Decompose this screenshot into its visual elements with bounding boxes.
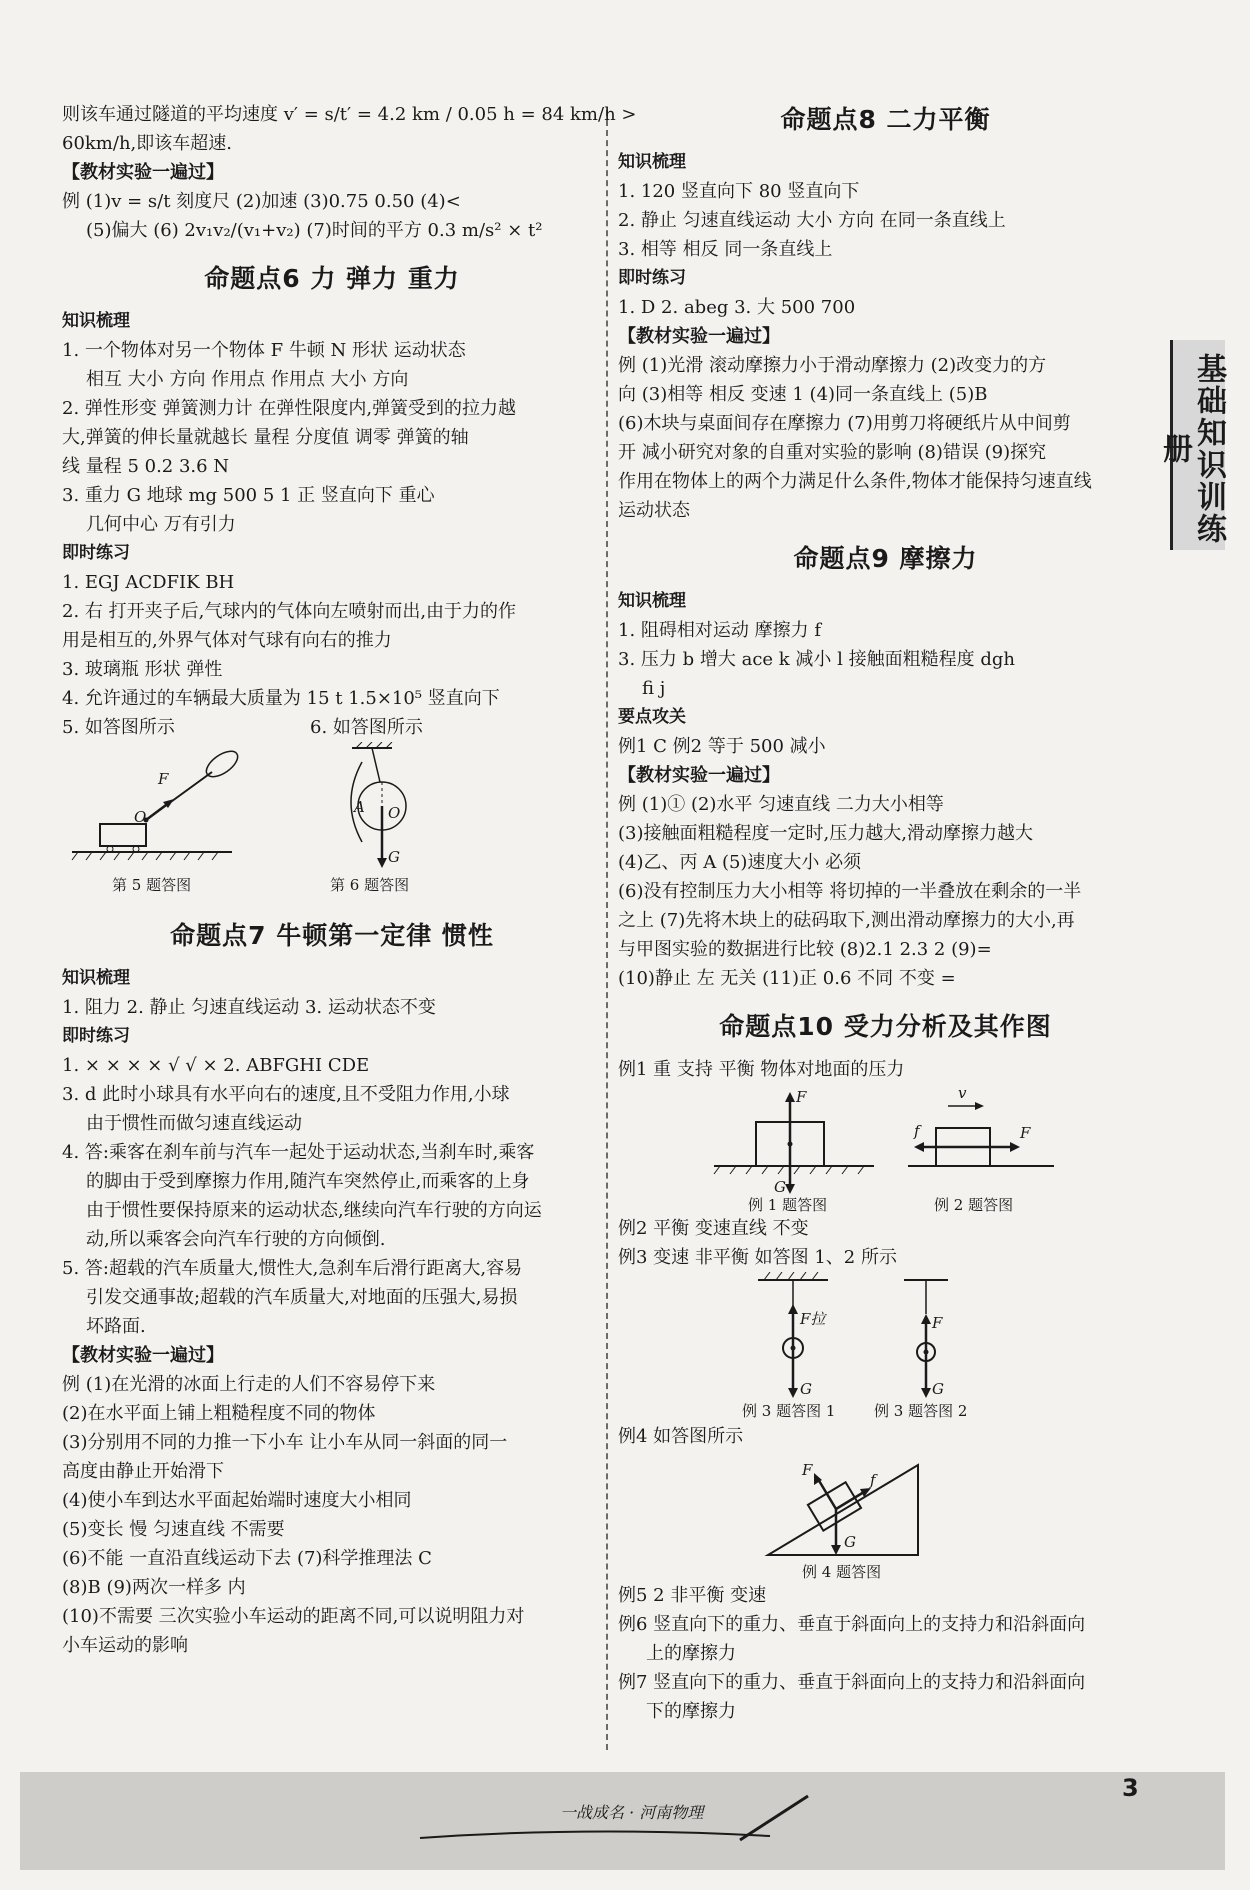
subheading: 即时练习 [618, 268, 686, 288]
text-line: 开 减小研究对象的自重对实验的影响 (8)错误 (9)探究 [618, 442, 1047, 463]
text-line: (6)没有控制压力大小相等 将切掉的一半叠放在剩余的一半 [618, 881, 1082, 902]
text-line: 几何中心 万有引力 [86, 514, 236, 535]
fig-label: v [958, 1084, 967, 1102]
subheading: 知识梳理 [618, 591, 686, 611]
text-line [62, 713, 602, 742]
fig-label: G [800, 1380, 812, 1398]
text-line: 向 (3)相等 相反 变速 1 (4)同一条直线上 (5)B [618, 384, 988, 405]
text-line: (4)使小车到达水平面起始端时速度大小相同 [62, 1490, 412, 1511]
text-line: (8)B (9)两次一样多 内 [62, 1577, 246, 1598]
figure-caption: 例 4 题答图 [802, 1563, 882, 1581]
text-line: 3. 相等 相反 同一条直线上 [618, 239, 833, 260]
text-line: 4. 答:乘客在刹车前与汽车一起处于运动状态,当刹车时,乘客 [62, 1142, 535, 1163]
text-line: 作用在物体上的两个力满足什么条件,物体才能保持匀速直线 [618, 471, 1092, 492]
text-line: 例5 2 非平衡 变速 [618, 1585, 767, 1606]
fig-label: O [134, 808, 147, 826]
text-line: 例7 竖直向下的重力、垂直于斜面向上的支持力和沿斜面向 [618, 1672, 1086, 1693]
arrowhead [975, 1102, 984, 1110]
force-diagram-ex3 [618, 1272, 1153, 1402]
text-line: 相互 大小 方向 作用点 作用点 大小 方向 [86, 369, 409, 390]
left-top [62, 100, 637, 245]
text-line: 例 (1)v = s/t 刻度尺 (2)加速 (3)0.75 0.50 (4)< [62, 191, 461, 212]
text-line: 1. 一个物体对另一个物体 F 牛顿 N 形状 运动状态 [62, 340, 466, 361]
text-line: 例1 C 例2 等于 500 减小 [618, 736, 826, 757]
figure-caption: 例 1 题答图 [748, 1196, 828, 1214]
text-line: 高度由静止开始滑下 [62, 1461, 224, 1482]
text-line: 的脚由于受到摩擦力作用,随汽车突然停止,而乘客的上身 [86, 1171, 530, 1192]
experiment-heading: 【教材实验一遍过】 [62, 1345, 224, 1366]
text-span: 5. 如答图所示 [62, 717, 175, 738]
column-divider [606, 110, 608, 1750]
fig-label: F [932, 1314, 943, 1332]
figure-caption: 第 6 题答图 [330, 876, 410, 894]
text-line: 由于惯性而做匀速直线运动 [86, 1113, 302, 1134]
arrowhead [788, 1304, 798, 1314]
fig-label: F [796, 1088, 807, 1106]
text-line: 例 (1)在光滑的冰面上行走的人们不容易停下来 [62, 1374, 436, 1395]
text-line: (10)不需要 三次实验小车运动的距离不同,可以说明阻力对 [62, 1606, 525, 1627]
side-tab: 基础知识训练册 [1170, 340, 1225, 550]
text-line: 1. 120 竖直向下 80 竖直向下 [618, 181, 860, 202]
text-line: 60km/h,即该车超速. [62, 133, 232, 154]
text-line: 例3 变速 非平衡 如答图 1、2 所示 [618, 1247, 897, 1268]
text-line: 3. 玻璃瓶 形状 弹性 [62, 659, 223, 680]
arrowhead [785, 1184, 795, 1194]
text-span: 6. 如答图所示 [310, 717, 423, 738]
cart-body [100, 824, 146, 846]
arrowhead [831, 1545, 841, 1555]
figure-ex4 [618, 1451, 1153, 1581]
force-diagram-ex4 [618, 1451, 1153, 1563]
text-line: 2. 弹性形变 弹簧测力计 在弹性限度内,弹簧受到的拉力越 [62, 398, 517, 419]
section-title-10: 命题点10 受力分析及其作图 [719, 1012, 1052, 1041]
text-line: (5)偏大 (6) 2v₁v₂/(v₁+v₂) (7)时间的平方 0.3 m/s² × t² [86, 220, 543, 241]
footer-brand: 一战成名 · 河南物理 [560, 1803, 704, 1822]
text-line: fi j [642, 678, 666, 699]
text-line: 1. EGJ ACDFIK BH [62, 572, 235, 593]
fig-label: G [932, 1380, 944, 1398]
text-line: (6)不能 一直沿直线运动下去 (7)科学推理法 C [62, 1548, 432, 1569]
text-line: 例 (1)① (2)水平 匀速直线 二力大小相等 [618, 794, 944, 815]
text-line: 2. 右 打开夹子后,气球内的气体向左喷射而出,由于力的作 [62, 601, 517, 622]
fig-label: F [802, 1461, 813, 1479]
ceiling-hatch [764, 1272, 818, 1280]
text-line: 1. × × × × √ √ × 2. ABFGHI CDE [62, 1055, 370, 1076]
text-line: 动,所以乘客会向汽车行驶的方向倾倒. [86, 1229, 386, 1250]
text-line: 5. 答:超载的汽车质量大,惯性大,急刹车后滑行距离大,容易 [62, 1258, 523, 1279]
text-line: 例 (1)光滑 滚动摩擦力小于滑动摩擦力 (2)改变力的方 [618, 355, 1047, 376]
figure-q5-q6 [62, 742, 602, 902]
text-line: 1. D 2. abeg 3. 大 500 700 [618, 297, 856, 318]
force-diagram-ex1-ex2 [618, 1084, 1153, 1196]
text-line: 用是相互的,外界气体对气球有向右的推力 [62, 630, 392, 651]
arrowhead [788, 1388, 798, 1398]
text-line: (5)变长 慢 匀速直线 不需要 [62, 1519, 285, 1540]
text-line: 引发交通事故;超载的汽车质量大,对地面的压强大,易损 [86, 1287, 518, 1308]
left-column [62, 100, 637, 1660]
string-line [372, 748, 380, 782]
text-line: 与甲图实验的数据进行比较 (8)2.1 2.3 2 (9)= [618, 939, 992, 960]
fig-label: f [870, 1471, 876, 1489]
text-line: 坏路面. [86, 1316, 146, 1337]
page-number: 3 [1122, 1774, 1139, 1802]
subheading: 知识梳理 [62, 311, 130, 331]
center-point [788, 1142, 793, 1147]
figure-caption: 例 2 题答图 [934, 1196, 1014, 1214]
text-line: 3. 重力 G 地球 mg 500 5 1 正 竖直向下 重心 [62, 485, 435, 506]
fig-label: G [774, 1178, 786, 1196]
fig-label: G [844, 1533, 856, 1551]
fig-label: F拉 [800, 1310, 826, 1328]
text-line: 之上 (7)先将木块上的砝码取下,测出滑动摩擦力的大小,再 [618, 910, 1075, 931]
text-line: 1. 阻碍相对运动 摩擦力 f [618, 620, 822, 641]
text-line: (3)接触面粗糙程度一定时,压力越大,滑动摩擦力越大 [618, 823, 1033, 844]
section-title-7: 命题点7 牛顿第一定律 惯性 [170, 921, 494, 950]
figure-caption: 例 3 题答图 2 [874, 1402, 968, 1420]
hand-icon [202, 746, 242, 781]
subheading: 知识梳理 [618, 152, 686, 172]
text-line: 运动状态 [618, 500, 690, 521]
fig-label: f [914, 1122, 920, 1140]
right-column [618, 100, 1153, 1726]
section-title-9: 命题点9 摩擦力 [793, 544, 978, 573]
text-line: 由于惯性要保持原来的运动状态,继续向汽车行驶的方向运 [86, 1200, 542, 1221]
text-line: 3. 压力 b 增大 ace k 减小 l 接触面粗糙程度 dgh [618, 649, 1015, 670]
text-line: 例6 竖直向下的重力、垂直于斜面向上的支持力和沿斜面向 [618, 1614, 1086, 1635]
text-line: 2. 静止 匀速直线运动 大小 方向 在同一条直线上 [618, 210, 1006, 231]
figure-ex1-ex2 [618, 1084, 1153, 1214]
figure-caption: 第 5 题答图 [112, 876, 192, 894]
subheading: 知识梳理 [62, 968, 130, 988]
fig-label: G [388, 848, 400, 866]
text-line: 小车运动的影响 [62, 1635, 188, 1656]
incline [768, 1465, 918, 1555]
figure-caption: 例 3 题答图 1 [742, 1402, 836, 1420]
ground-hatch [72, 852, 218, 860]
fig-label: A [354, 798, 365, 816]
normal-force-arrow [818, 1479, 836, 1509]
text-line: 大,弹簧的伸长量就越长 量程 分度值 调零 弹簧的轴 [62, 427, 469, 448]
arrowhead [1010, 1142, 1020, 1152]
arrowhead [785, 1092, 795, 1102]
text-line: 1. 阻力 2. 静止 匀速直线运动 3. 运动状态不变 [62, 997, 436, 1018]
subheading: 即时练习 [62, 543, 130, 563]
fig-label: F [158, 770, 169, 788]
text-line: (6)木块与桌面间存在摩擦力 (7)用剪刀将硬纸片从中间剪 [618, 413, 1071, 434]
text-line: (3)分别用不同的力推一下小车 让小车从同一斜面的同一 [62, 1432, 508, 1453]
text-line: (4)乙、丙 A (5)速度大小 必须 [618, 852, 862, 873]
text-line: 上的摩擦力 [646, 1643, 736, 1664]
section-title-8: 命题点8 二力平衡 [780, 105, 991, 134]
text-line: 例1 重 支持 平衡 物体对地面的压力 [618, 1059, 905, 1080]
fig-label: F [1020, 1124, 1031, 1142]
figure-ex3 [618, 1272, 1153, 1422]
subheading: 即时练习 [62, 1026, 130, 1046]
text-line: (2)在水平面上铺上粗糙程度不同的物体 [62, 1403, 376, 1424]
text-line: 例2 平衡 变速直线 不变 [618, 1218, 809, 1239]
arrowhead [921, 1314, 931, 1324]
text-line: 4. 允许通过的车辆最大质量为 15 t 1.5×10⁵ 竖直向下 [62, 688, 500, 709]
text-line: 则该车通过隧道的平均速度 v′ = s/t′ = 4.2 km / 0.05 h = 84 km/h > [62, 104, 637, 125]
arrowhead [377, 858, 387, 868]
experiment-heading: 【教材实验一遍过】 [618, 765, 780, 786]
arrowhead [914, 1142, 924, 1152]
subheading: 要点攻关 [618, 707, 686, 727]
text-line: 例4 如答图所示 [618, 1426, 744, 1447]
text-line: 下的摩擦力 [646, 1701, 736, 1722]
arrowhead [921, 1388, 931, 1398]
section-title-6: 命题点6 力 弹力 重力 [204, 264, 460, 293]
experiment-heading: 【教材实验一遍过】 [618, 326, 780, 347]
experiment-heading: 【教材实验一遍过】 [62, 162, 224, 183]
text-line: 线 量程 5 0.2 3.6 N [62, 456, 230, 477]
text-line: 3. d 此时小球具有水平向右的速度,且不受阻力作用,小球 [62, 1084, 510, 1105]
fig-label: O [388, 804, 401, 822]
text-line: (10)静止 左 无关 (11)正 0.6 不同 不变 = [618, 968, 956, 989]
